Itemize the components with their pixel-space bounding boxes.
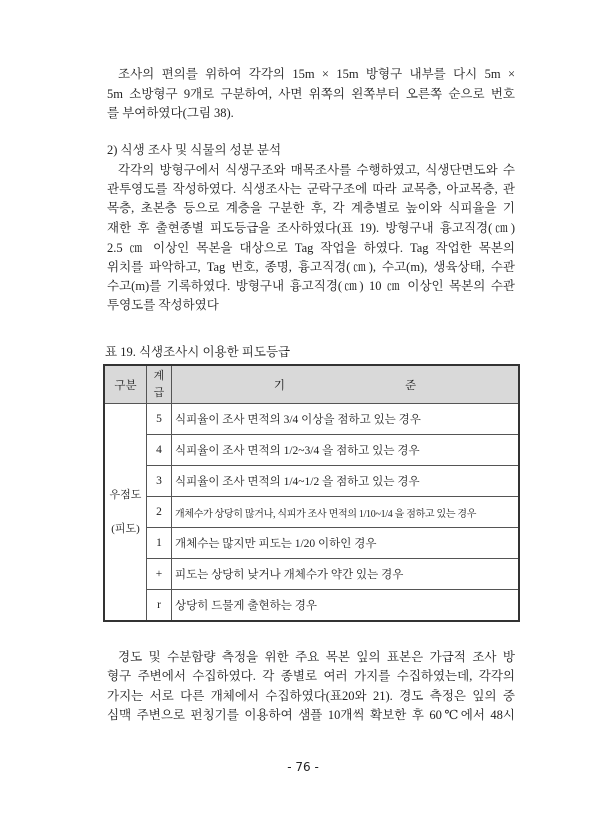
section-heading: 2) 식생 조사 및 식물의 성분 분석	[107, 143, 282, 157]
category-cell	[104, 404, 147, 622]
page-number: - 76 -	[287, 760, 319, 774]
text-line: 5m 소방형구 9개로 구분하여, 사면 위쪽의 왼쪽부터 오른쪽 순으로 번호	[107, 87, 515, 101]
text-line: 재한 후 출현종별 피도등급을 조사하였다(표 19). 방형구내 흉고직경(㎝)	[107, 221, 515, 235]
table-caption: 표 19. 식생조사시 이용한 피도등급	[105, 345, 291, 359]
grade-cell: 5	[147, 404, 172, 435]
header-grade-top: 계	[153, 369, 165, 382]
header-category: 구분	[104, 365, 147, 404]
criteria-cell: 개체수가 상당히 많거나, 식피가 조사 면적의 1/10~1/4 을 점하고 있는 경우	[172, 497, 520, 528]
table-row	[104, 559, 519, 590]
criteria-cell: 상당히 드물게 출현하는 경우	[172, 590, 520, 622]
text-line: 경도 및 수분함량 측정을 위한 주요 목본 잎의 표본은 가급적 조사 방	[118, 650, 515, 664]
text-line: 를 부여하였다(그림 38).	[107, 106, 234, 120]
grade-cell: 2	[147, 497, 172, 528]
coverage-grade-table	[103, 364, 520, 622]
category-line1: 우점도	[109, 488, 142, 501]
table-header-row	[104, 365, 519, 404]
header-grade-bottom: 급	[153, 386, 165, 399]
text-line: 각각의 방형구에서 식생구조와 매목조사를 수행하였고, 식생단면도와 수	[118, 163, 515, 177]
grade-cell: 3	[147, 466, 172, 497]
table-row	[104, 497, 519, 528]
header-grade	[147, 365, 172, 404]
grade-cell: 1	[147, 528, 172, 559]
text-line: 위치를 파악하고, Tag 번호, 종명, 흉고직경(㎝), 수고(m), 생육상태, 수관	[107, 260, 515, 274]
grade-cell: 4	[147, 435, 172, 466]
text-line: 관투영도를 작성하였다. 식생조사는 군락구조에 따라 교목층, 아교목층, 관	[107, 182, 515, 196]
table-row	[104, 404, 519, 435]
text-line: 투영도를 작성하였다	[107, 298, 219, 312]
text-line: 2.5 ㎝ 이상인 목본을 대상으로 Tag 작업을 하였다. Tag 작업한 목본의	[107, 241, 515, 255]
header-criteria	[172, 365, 520, 404]
criteria-cell: 개체수는 많지만 피도는 1/20 이하인 경우	[172, 528, 520, 559]
table-row	[104, 528, 519, 559]
category-line2: (피도)	[111, 522, 140, 535]
table-row	[104, 466, 519, 497]
grade-cell: +	[147, 559, 172, 590]
text-line: 조사의 편의를 위하여 각각의 15m × 15m 방형구 내부를 다시 5m ×	[118, 67, 515, 81]
table-row	[104, 435, 519, 466]
text-line: 심맥 주변으로 펀칭기를 이용하여 샘플 10개씩 확보한 후 60℃에서 48시	[107, 708, 515, 722]
table-row	[104, 590, 519, 622]
criteria-cell: 식피율이 조사 면적의 1/2~3/4 을 점하고 있는 경우	[172, 435, 520, 466]
criteria-cell: 식피율이 조사 면적의 1/4~1/2 을 점하고 있는 경우	[172, 466, 520, 497]
criteria-cell: 식피율이 조사 면적의 3/4 이상을 점하고 있는 경우	[172, 404, 520, 435]
text-line: 가지는 서로 다른 개체에서 수집하였다(표20와 21). 경도 측정은 잎의 중	[107, 689, 515, 703]
header-criteria-right: 준	[405, 379, 417, 392]
text-line: 수고(m)를 기록하였다. 방형구내 흉고직경(㎝) 10 ㎝ 이상인 목본의 수관	[107, 279, 515, 293]
criteria-cell: 피도는 상당히 낮거나 개체수가 약간 있는 경우	[172, 559, 520, 590]
grade-cell: r	[147, 590, 172, 622]
text-line: 형구 주변에서 수집하였다. 각 종별로 여러 가지를 수집하였는데, 각각의	[107, 669, 515, 683]
text-line: 목층, 초본층 등으로 계층을 구분한 후, 각 계층별로 높이와 식피율을 기	[107, 201, 515, 215]
header-criteria-left: 기	[273, 379, 285, 392]
